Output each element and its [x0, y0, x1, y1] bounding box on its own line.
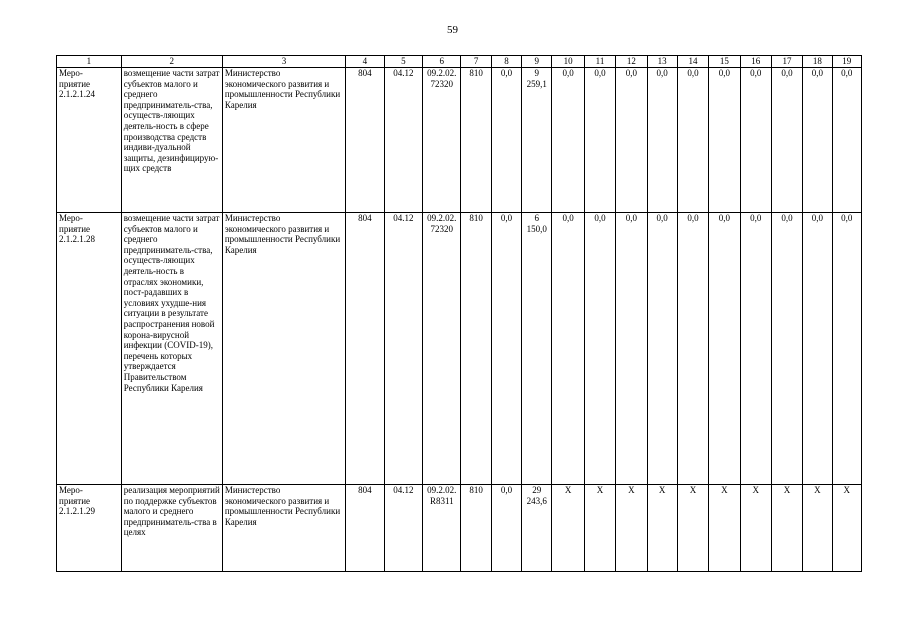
column-number-cell: 5 — [384, 56, 422, 68]
column-number-cell: 4 — [346, 56, 384, 68]
value-cell: 0,0 — [552, 68, 584, 213]
column-number-cell: 17 — [771, 56, 802, 68]
column-number-cell: 10 — [552, 56, 584, 68]
value-cell: 0,0 — [803, 213, 832, 485]
value-cell: 0,0 — [677, 68, 708, 213]
executor-cell: Министерство экономического развития и промышленности Республики Карелия — [222, 68, 345, 213]
value-cell: 0,0 — [491, 213, 521, 485]
value-cell: 0,0 — [832, 68, 861, 213]
column-number-cell: 8 — [491, 56, 521, 68]
column-number-cell: 13 — [647, 56, 677, 68]
expense-type-cell: 810 — [461, 485, 491, 572]
target-article-cell: 09.2.02. 72320 — [423, 213, 461, 485]
table-row — [57, 213, 862, 485]
column-number-cell: 19 — [832, 56, 861, 68]
ministry-code-cell: 804 — [346, 213, 384, 485]
ministry-code-cell: 804 — [346, 485, 384, 572]
column-number-cell: 12 — [616, 56, 647, 68]
value-cell: 0,0 — [771, 213, 802, 485]
value-cell: 0,0 — [677, 213, 708, 485]
ministry-code-cell: 804 — [346, 68, 384, 213]
value-cell: 0,0 — [552, 213, 584, 485]
executor-cell: Министерство экономического развития и промышленности Республики Карелия — [222, 485, 345, 572]
value-cell: X — [647, 485, 677, 572]
executor-cell: Министерство экономического развития и промышленности Республики Карелия — [222, 213, 345, 485]
value-cell: X — [584, 485, 615, 572]
column-number-cell: 2 — [121, 56, 222, 68]
value-cell: X — [740, 485, 771, 572]
column-number-cell: 16 — [740, 56, 771, 68]
measure-code-cell: Меро- приятие 2.1.2.1.28 — [57, 213, 122, 485]
value-cell: 0,0 — [616, 68, 647, 213]
value-cell: 0,0 — [491, 485, 521, 572]
section-code-cell: 04.12 — [384, 485, 422, 572]
value-cell: X — [677, 485, 708, 572]
section-code-cell: 04.12 — [384, 68, 422, 213]
value-cell: 6 150,0 — [522, 213, 552, 485]
value-cell: 0,0 — [584, 213, 615, 485]
value-cell: 0,0 — [647, 68, 677, 213]
value-cell: 0,0 — [771, 68, 802, 213]
column-number-cell: 9 — [522, 56, 552, 68]
budget-table — [56, 55, 862, 572]
value-cell: 0,0 — [584, 68, 615, 213]
value-cell: 0,0 — [740, 213, 771, 485]
section-code-cell: 04.12 — [384, 213, 422, 485]
value-cell: 29 243,6 — [522, 485, 552, 572]
value-cell: X — [771, 485, 802, 572]
column-number-cell: 6 — [423, 56, 461, 68]
value-cell: X — [803, 485, 832, 572]
column-number-cell: 14 — [677, 56, 708, 68]
value-cell: X — [832, 485, 861, 572]
value-cell: 0,0 — [709, 68, 740, 213]
value-cell: 0,0 — [616, 213, 647, 485]
table-row — [57, 68, 862, 213]
value-cell: 0,0 — [740, 68, 771, 213]
column-number-cell: 15 — [709, 56, 740, 68]
column-number-row — [57, 56, 862, 68]
measure-description-cell: реализация мероприятий по поддержке субъектов малого и среднего предприниматель-ства в целях — [121, 485, 222, 572]
value-cell: 0,0 — [832, 213, 861, 485]
page-number: 59 — [447, 24, 458, 36]
column-number-cell: 7 — [461, 56, 491, 68]
target-article-cell: 09.2.02. 72320 — [423, 68, 461, 213]
column-number-cell: 18 — [803, 56, 832, 68]
value-cell: 0,0 — [491, 68, 521, 213]
column-number-cell: 11 — [584, 56, 615, 68]
value-cell: X — [552, 485, 584, 572]
column-number-cell: 3 — [222, 56, 345, 68]
column-number-cell: 1 — [57, 56, 122, 68]
expense-type-cell: 810 — [461, 68, 491, 213]
value-cell: 9 259,1 — [522, 68, 552, 213]
target-article-cell: 09.2.02. R8311 — [423, 485, 461, 572]
expense-type-cell: 810 — [461, 213, 491, 485]
table-row — [57, 485, 862, 572]
value-cell: 0,0 — [647, 213, 677, 485]
value-cell: X — [709, 485, 740, 572]
value-cell: 0,0 — [709, 213, 740, 485]
measure-description-cell: возмещение части затрат субъектов малого и среднего предприниматель-ства, осуществ-ляющих деятель-ность в отраслях экономики, пост-радавших в условиях ухудше-ния ситуации в результате распространения новой корона-вирусной инфекции (COVID-19), перечень которых утверждается Правительством Республики Карелия — [121, 213, 222, 485]
measure-code-cell: Меро- приятие 2.1.2.1.24 — [57, 68, 122, 213]
value-cell: X — [616, 485, 647, 572]
measure-description-cell: возмещение части затрат субъектов малого и среднего предприниматель-ства, осуществ-ляющих деятель-ность в сфере производства средств индиви-дуальной защиты, дезинфицирую-щих средств — [121, 68, 222, 213]
measure-code-cell: Меро- приятие 2.1.2.1.29 — [57, 485, 122, 572]
value-cell: 0,0 — [803, 68, 832, 213]
